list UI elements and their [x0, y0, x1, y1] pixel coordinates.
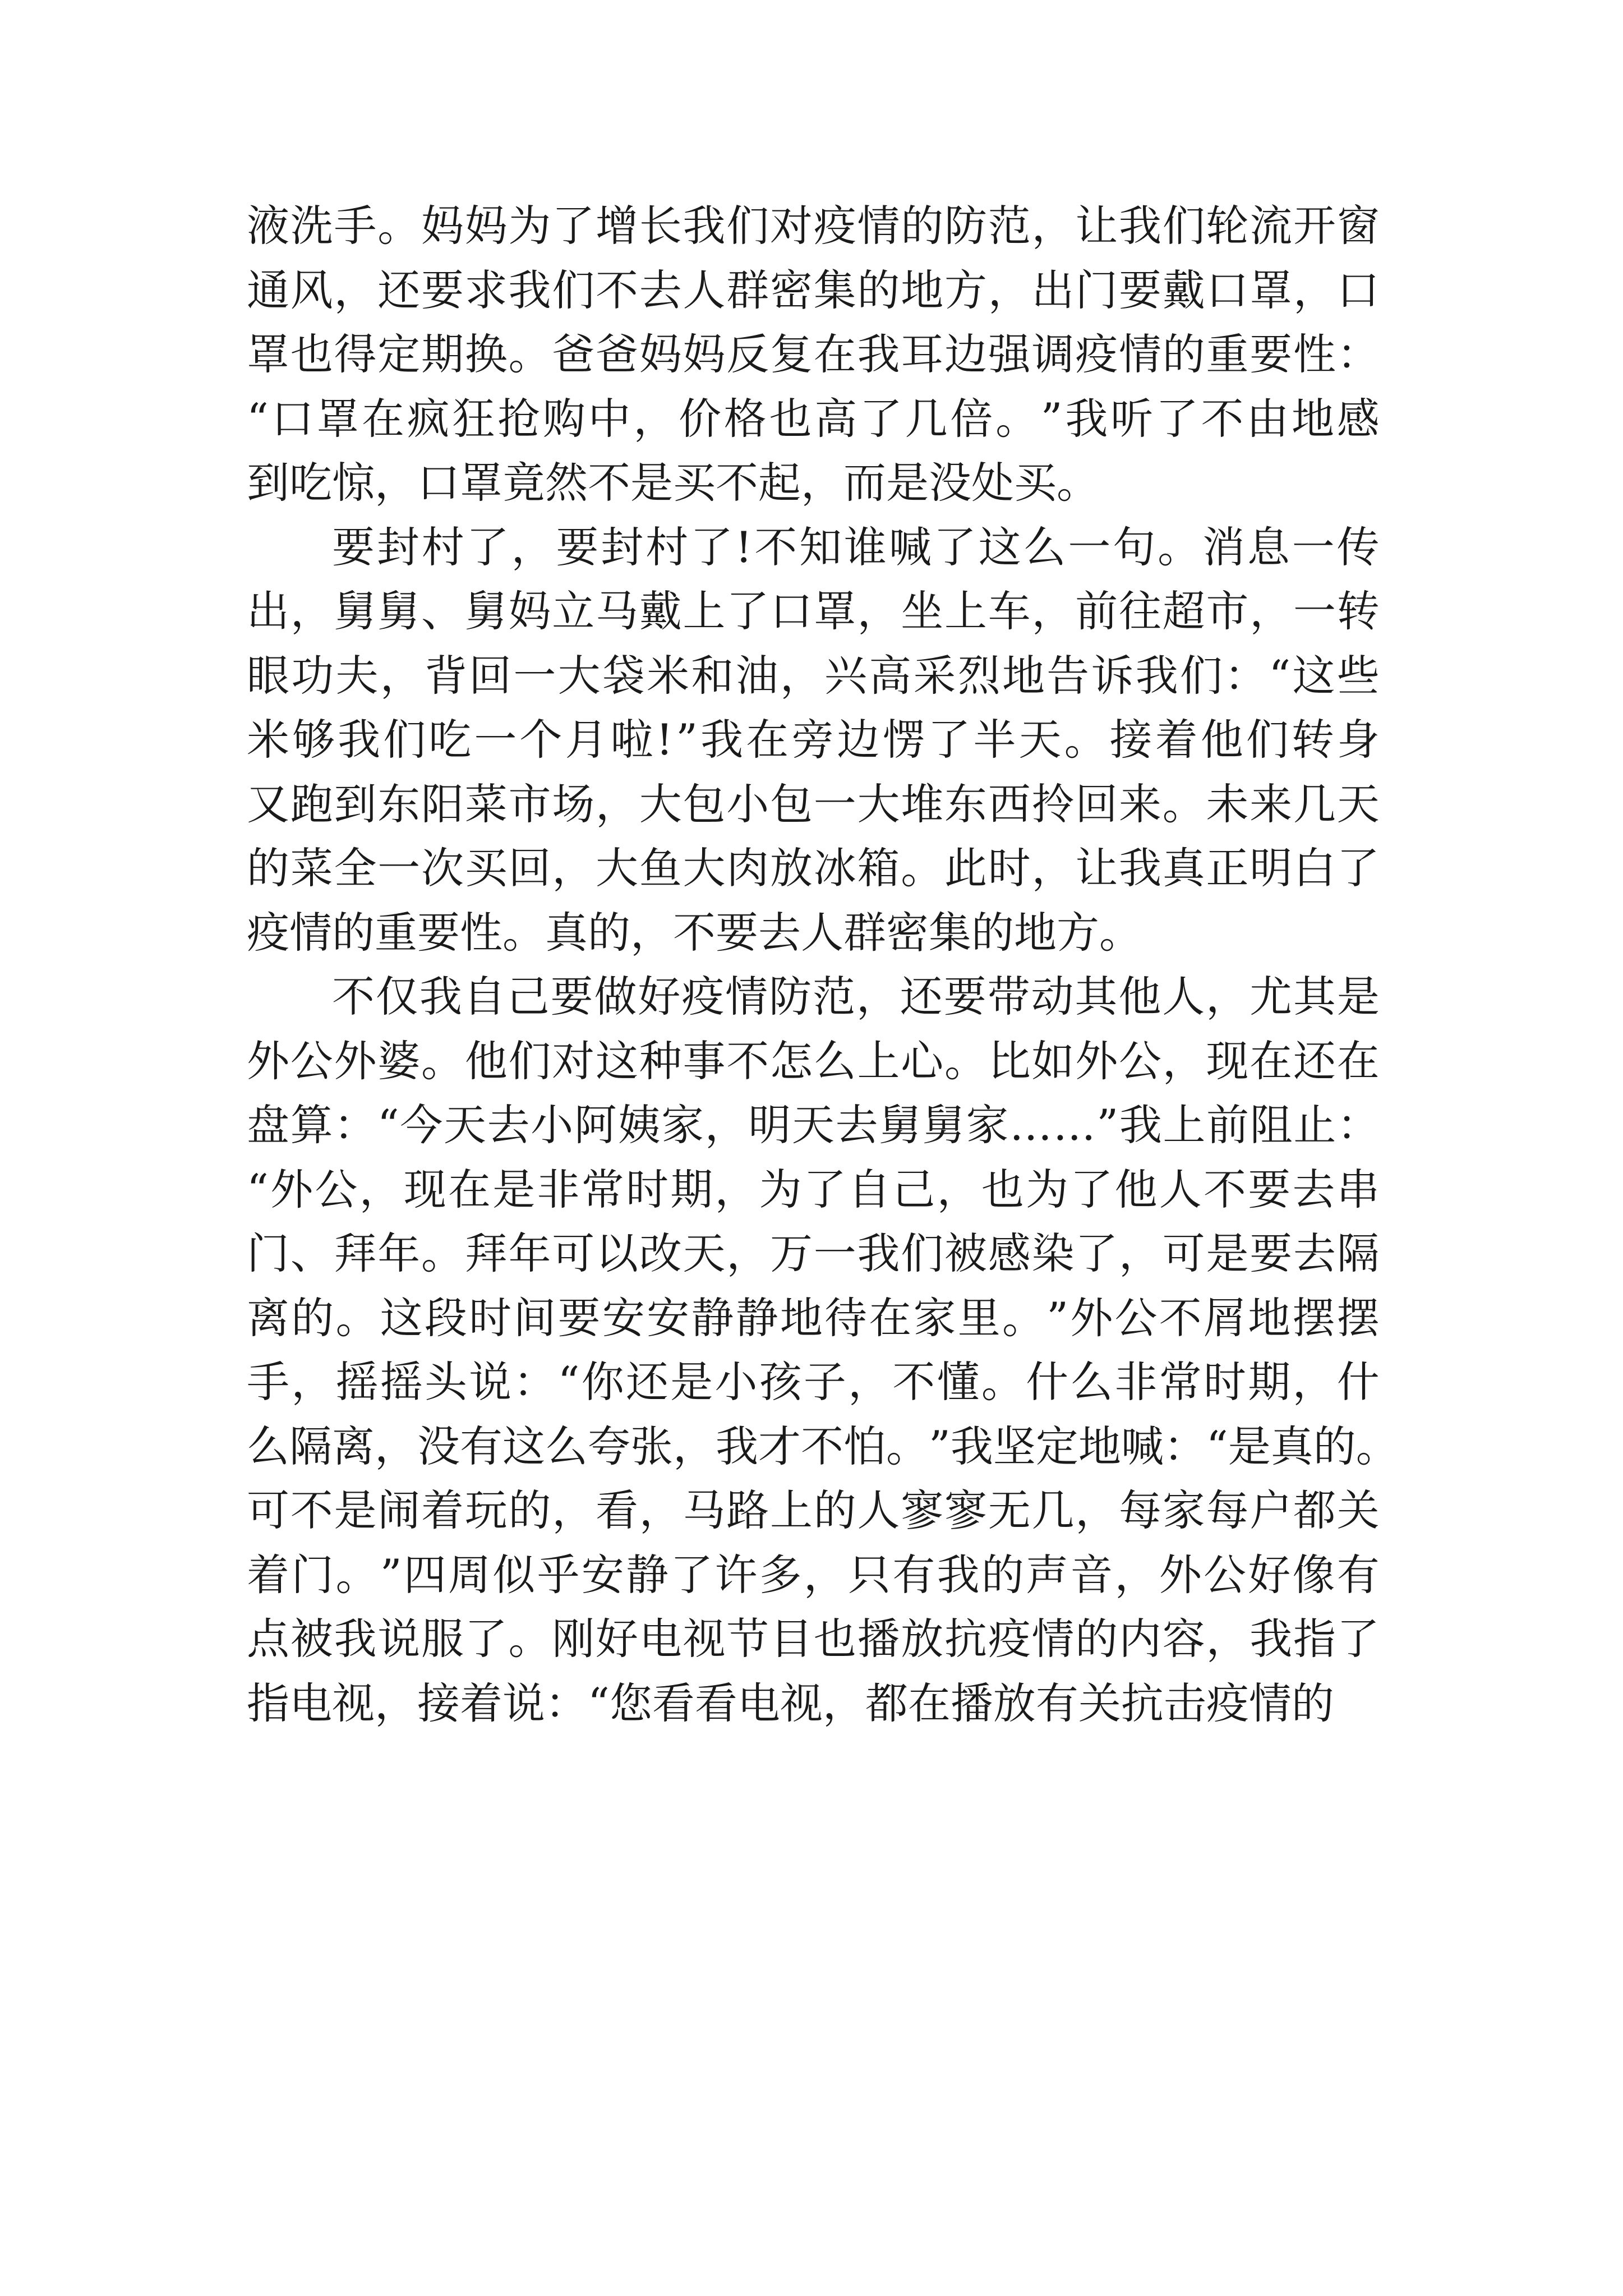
text-line: “ 口 罩 在 疯 狂 抢 购 中 ， 价 格 也 高 了 几 倍 。 ” 我 听 了 不 由 地 感 — [247, 393, 1380, 444]
paragraph — [247, 194, 1380, 516]
text-line: 指电视，接着说：“您看看电视，都在播放有关抗击疫情的 — [247, 1678, 1334, 1728]
text-line: 不 仅 我 自 己 要 做 好 疫 情 防 范 ， 还 要 带 动 其 他 人 ， 尤 其 是 — [332, 972, 1380, 1022]
text-line: 可 不 是 闹 着 玩 的 ， 看 ， 马 路 上 的 人 寥 寥 无 几 ， 每 家 每 户 都 关 — [247, 1485, 1380, 1535]
text-line: 要 封 村 了 ， 要 封 村 了 ! 不 知 谁 喊 了 这 么 一 句 。 消 息 一 传 — [332, 522, 1380, 572]
text-line: 门 、 拜 年 。 拜 年 可 以 改 天 ， 万 一 我 们 被 感 染 了 ， 可 是 要 去 隔 — [247, 1228, 1380, 1278]
text-line: 离 的 。 这 段 时 间 要 安 安 静 静 地 待 在 家 里 。 ” 外 公 不 屑 地 摆 摆 — [247, 1292, 1380, 1343]
text-line: 又 跑 到 东 阳 菜 市 场 ， 大 包 小 包 一 大 堆 东 西 拎 回 来 。 未 来 几 天 — [247, 779, 1380, 829]
text-line: 到吃惊，口罩竟然不是买不起，而是没处买。 — [247, 458, 1099, 508]
text-line: 通 风 ， 还 要 求 我 们 不 去 人 群 密 集 的 地 方 ， 出 门 要 戴 口 罩 ， 口 — [247, 265, 1380, 315]
text-line: 疫情的重要性。真的，不要去人群密集的地方。 — [247, 907, 1142, 958]
text-line: 盘 算 ： “ 今 天 去 小 阿 姨 家 ， 明 天 去 舅 舅 家 … … ” 我 上 前 阻 止 ： — [247, 1100, 1380, 1150]
text-line: 罩 也 得 定 期 换 。 爸 爸 妈 妈 反 复 在 我 耳 边 强 调 疫 情 的 重 要 性 ： — [247, 329, 1380, 379]
text-line: “ 外 公 ， 现 在 是 非 常 时 期 ， 为 了 自 己 ， 也 为 了 他 人 不 要 去 串 — [247, 1164, 1380, 1214]
paragraph — [247, 516, 1380, 965]
text-line: 出 ， 舅 舅 、 舅 妈 立 马 戴 上 了 口 罩 ， 坐 上 车 ， 前 往 超 市 ， 一 转 — [247, 586, 1380, 636]
text-line: 液 洗 手 。 妈 妈 为 了 增 长 我 们 对 疫 情 的 防 范 ， 让 我 们 轮 流 开 窗 — [247, 201, 1380, 251]
text-line: 眼 功 夫 ， 背 回 一 大 袋 米 和 油 ， 兴 高 采 烈 地 告 诉 我 们 ： “ 这 些 — [247, 650, 1380, 701]
text-line: 点 被 我 说 服 了 。 刚 好 电 视 节 目 也 播 放 抗 疫 情 的 内 容 ， 我 指 了 — [247, 1614, 1380, 1664]
text-line: 米 够 我 们 吃 一 个 月 啦 ! ” 我 在 旁 边 愣 了 半 天 。 接 着 他 们 转 身 — [247, 715, 1380, 765]
text-line: 着 门 。 ” 四 周 似 乎 安 静 了 许 多 ， 只 有 我 的 声 音 ， 外 公 好 像 有 — [247, 1549, 1380, 1600]
text-line: 手 ， 摇 摇 头 说 ： “ 你 还 是 小 孩 子 ， 不 懂 。 什 么 非 常 时 期 ， 什 — [247, 1357, 1380, 1407]
text-line: 么 隔 离 ， 没 有 这 么 夸 张 ， 我 才 不 怕 。 ” 我 坚 定 地 喊 ： “ 是 真 的 。 — [247, 1421, 1399, 1471]
paragraph — [247, 965, 1399, 1736]
body-text — [247, 194, 1399, 1736]
text-line: 外 公 外 婆 。 他 们 对 这 种 事 不 怎 么 上 心 。 比 如 外 公 ， 现 在 还 在 — [247, 1036, 1380, 1086]
text-line: 的 菜 全 一 次 买 回 ， 大 鱼 大 肉 放 冰 箱 。 此 时 ， 让 我 真 正 明 白 了 — [247, 843, 1380, 893]
